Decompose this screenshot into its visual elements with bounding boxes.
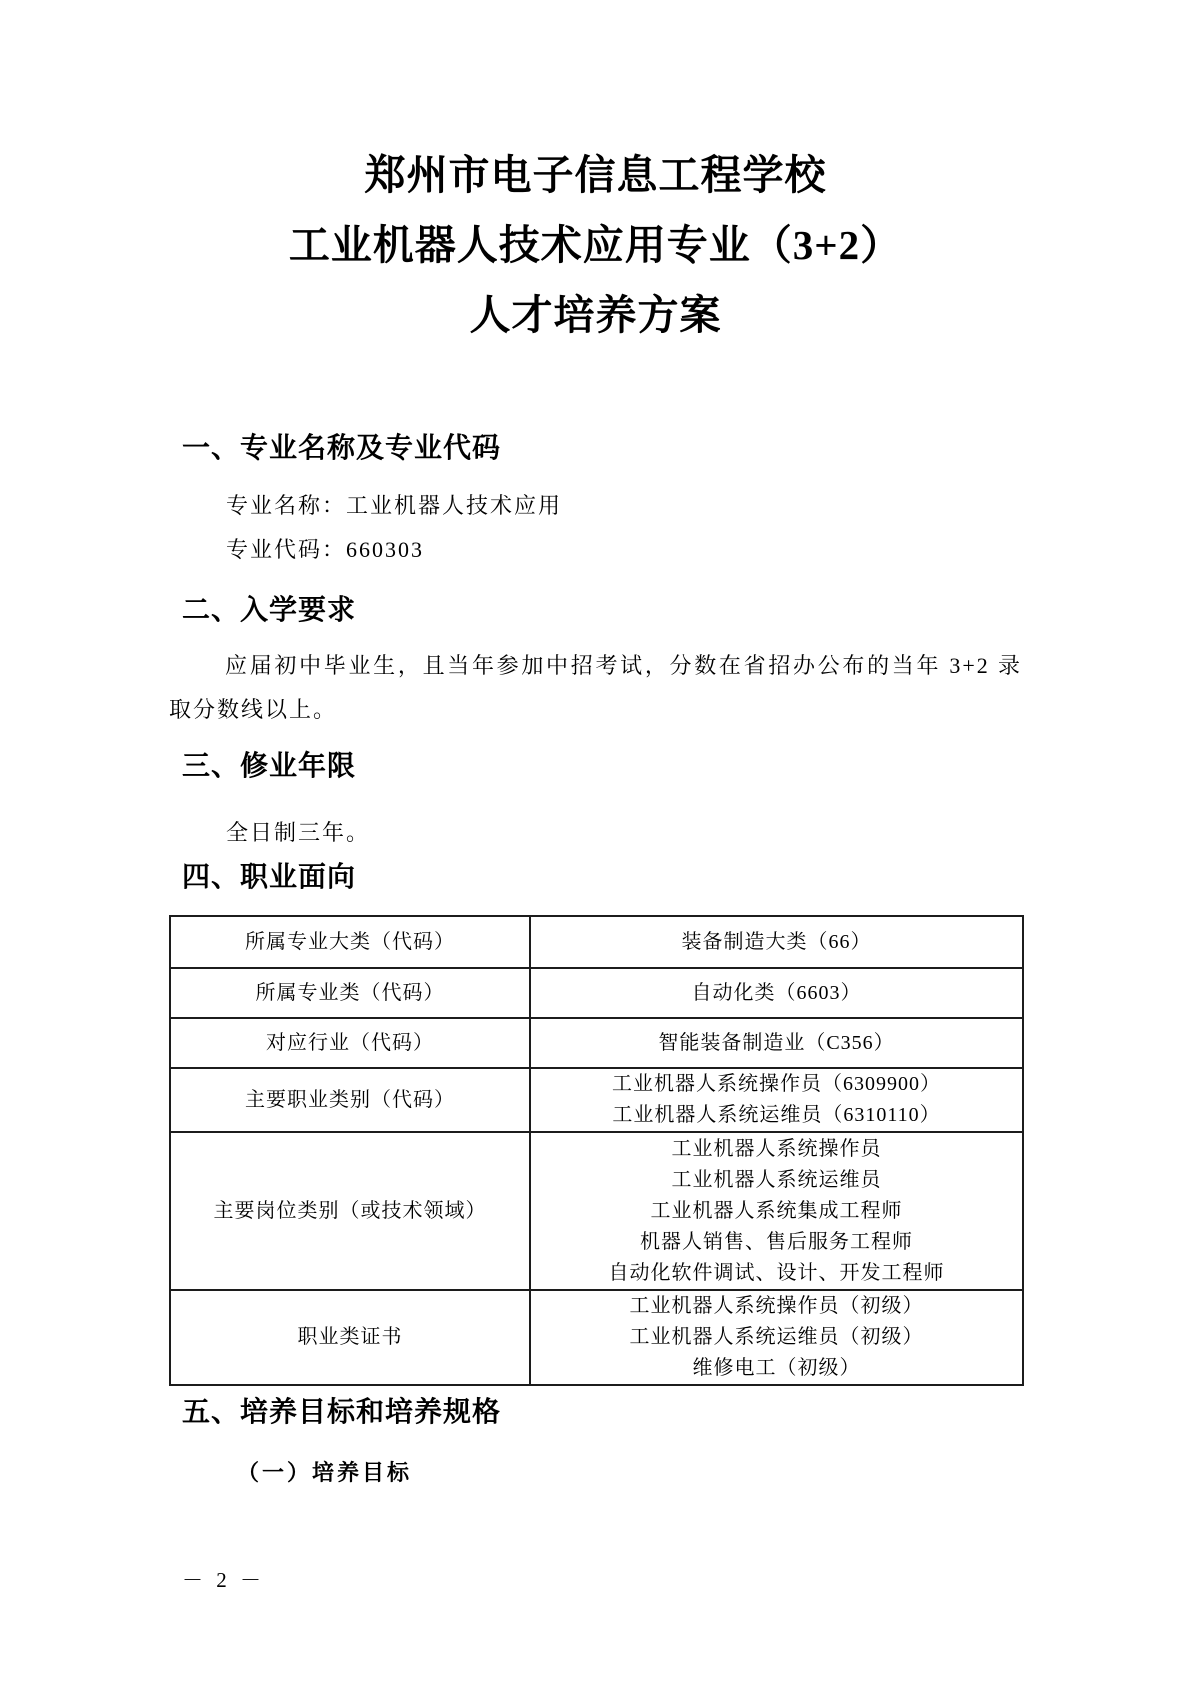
document-title-line-3: 人才培养方案 [469, 292, 722, 338]
row-value-text: 维修电工（初级） [692, 1357, 861, 1379]
row-value [530, 1132, 1023, 1290]
table-row-industry [170, 1018, 1023, 1068]
row-value-text: 工业机器人系统运维员（初级） [629, 1326, 924, 1348]
row-value-text: 工业机器人系统运维员（6310110） [612, 1104, 941, 1126]
row-value [530, 1068, 1023, 1132]
row-value-text: 自动化软件调试、设计、开发工程师 [608, 1261, 945, 1284]
row-label [170, 1290, 530, 1385]
row-value-text: 自动化类（6603） [691, 981, 862, 1004]
section-heading-major-name-and-code: 一、专业名称及专业代码 [182, 432, 502, 463]
table-row-certificates [170, 1290, 1023, 1385]
row-value-text: 工业机器人系统操作员（初级） [629, 1295, 924, 1317]
section-heading-training-objectives: 五、培养目标和培养规格 [182, 1396, 502, 1427]
row-label-text: 对应行业（代码） [266, 1031, 434, 1054]
row-value-text: 智能装备制造业（C356） [658, 1031, 895, 1054]
section-heading-enrollment-requirements: 二、入学要求 [182, 594, 357, 625]
row-label [170, 1132, 530, 1290]
row-label-text: 主要职业类别（代码） [245, 1088, 455, 1111]
table-row-job-positions [170, 1132, 1023, 1290]
career-orientation-table [169, 915, 1024, 1386]
row-value [530, 968, 1023, 1018]
row-value-text: 工业机器人系统运维员 [671, 1168, 882, 1191]
table-row-major-category [170, 916, 1023, 968]
row-value-text: 工业机器人系统集成工程师 [650, 1199, 903, 1222]
page-number: － 2 － [182, 1568, 265, 1592]
row-value [530, 1018, 1023, 1068]
row-label [170, 1068, 530, 1132]
section-heading-schooling-length: 三、修业年限 [182, 750, 357, 781]
subsection-heading-training-objective: （一）培养目标 [237, 1460, 413, 1485]
schooling-length-line: 全日制三年。 [226, 820, 371, 845]
section-heading-career-orientation: 四、职业面向 [182, 861, 357, 892]
row-label [170, 1018, 530, 1068]
row-value-text: 工业机器人系统操作员 [671, 1137, 882, 1160]
document-title-line-1: 郑州市电子信息工程学校 [364, 152, 827, 198]
row-label-text: 职业类证书 [297, 1326, 403, 1348]
table-row-major-class [170, 968, 1023, 1018]
row-value [530, 1290, 1023, 1385]
row-label-text: 所属专业类（代码） [255, 981, 445, 1004]
document-title [0, 140, 1191, 350]
table-row-occupation-categories [170, 1068, 1023, 1132]
row-value-text: 装备制造大类（66） [681, 930, 872, 953]
major-name-line: 专业名称：工业机器人技术应用 [226, 493, 563, 518]
major-code-line: 专业代码：660303 [226, 537, 425, 562]
row-label [170, 916, 530, 968]
row-value-text: 工业机器人系统操作员（6309900） [612, 1073, 941, 1095]
row-value-text: 机器人销售、售后服务工程师 [640, 1230, 913, 1253]
row-label-text: 所属专业大类（代码） [245, 930, 455, 953]
row-value [530, 916, 1023, 968]
row-label [170, 968, 530, 1018]
row-label-text: 主要岗位类别（或技术领域） [213, 1199, 487, 1222]
enrollment-requirements-paragraph: 应届初中毕业生，且当年参加中招考试，分数在省招办公布的当年 3+2 录取分数线以上。 [169, 653, 1022, 722]
document-title-line-2: 工业机器人技术应用专业（3+2） [288, 222, 903, 268]
